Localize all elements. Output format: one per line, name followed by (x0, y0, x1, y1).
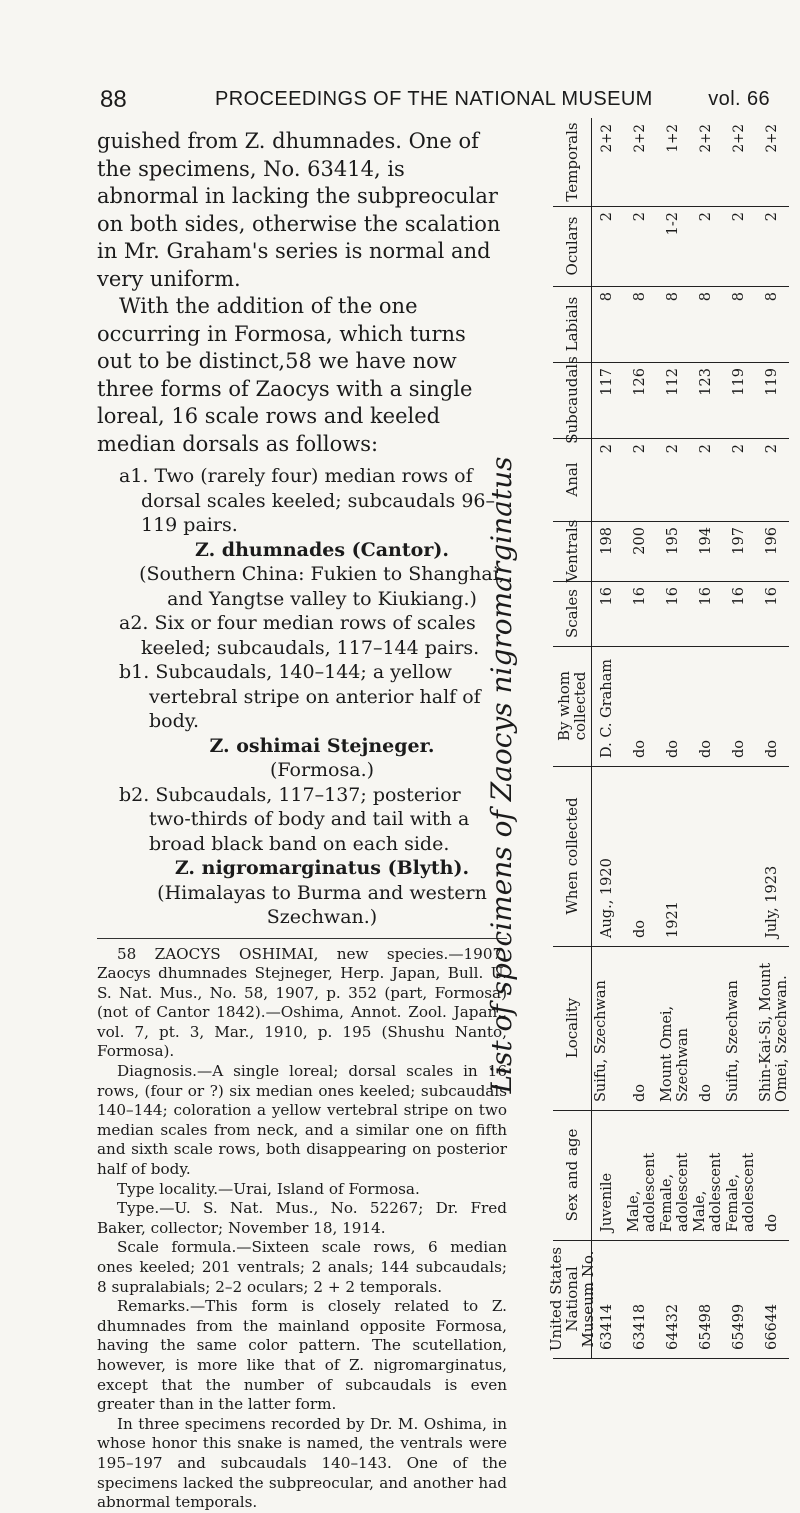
table-cell: D. C. Graham (599, 658, 615, 758)
table-cell: do (632, 739, 648, 758)
species-name: Z. oshimai Stejneger. (209, 734, 435, 757)
column-header: When collected (563, 797, 581, 915)
table-cell: do (764, 1213, 780, 1232)
table-cell: 2+2 (764, 124, 780, 153)
key-couplet-b1: b1. Subcaudals, 140–144; a yellow vertebral stripe on anterior half of body. (119, 661, 481, 732)
table-cell: 16 (764, 587, 780, 606)
table-cell: 63418 (632, 1303, 648, 1350)
table-cell: Suifu, Szechwan (593, 980, 609, 1102)
paragraph: guished from Z. dhumnades. One of the specimens, No. 63414, is abnormal in lacking the subpreocular on both sides, otherwise the scalation in Mr. Graham's series is normal and very uniform. (97, 129, 501, 291)
table-cell: 2 (599, 212, 615, 222)
table-cell: 2+2 (632, 124, 648, 153)
table-cell: July, 1923 (764, 865, 780, 938)
table-cell: 16 (665, 587, 681, 606)
column-header: Temporals (563, 122, 581, 202)
table-cell: 65498 (698, 1303, 714, 1350)
table-cell: 16 (698, 587, 714, 606)
table-rule (553, 521, 789, 522)
table-cell: 16 (632, 587, 648, 606)
species-key (97, 464, 507, 930)
specimen-table (547, 118, 790, 1358)
table-cell: Suifu, Szechwan (725, 980, 741, 1102)
table-rule (553, 581, 789, 582)
footnote-paragraph: 58 ZAOCYS OSHIMAI, new species.—1907. Zaocys dhumnades Stejneger, Herp. Japan, Bull. U. S. Nat. Mus., No. 58, 1907, p. 352 (part, Formosa) (not of Cantor 1842).—Oshima, Annot. Zool. Japan., vol. 7, pt. 3, Mar., 1910, p. 195 (Shushu Nanto, Formosa). (97, 944, 507, 1061)
species-range: (Formosa.) (269, 759, 375, 781)
table-cell: do (665, 739, 681, 758)
table-cell: 2+2 (731, 124, 747, 153)
table-cell: do (698, 1083, 714, 1102)
footnote-paragraph: Type.—U. S. Nat. Mus., No. 52267; Dr. Fred Baker, collector; November 18, 1914. (97, 1199, 507, 1237)
footnote-paragraph: Type locality.—Urai, Island of Formosa. (117, 1179, 420, 1198)
table-cell: 200 (632, 527, 648, 555)
table-cell: 1921 (665, 901, 681, 938)
table-cell: 64432 (665, 1303, 681, 1350)
table-cell: Juvenile (599, 1172, 615, 1232)
table-cell: 2+2 (599, 124, 615, 153)
table-cell: 65499 (731, 1303, 747, 1350)
table-cell: 66644 (764, 1303, 780, 1350)
table-cell: do (698, 739, 714, 758)
table-rule (553, 646, 789, 647)
footnote-paragraph: Remarks.—This form is closely related to Z. dhumnades from the mainland opposite Formosa, having the same color pattern. The scutellation, however, is more like that of Z. nigromarginatus, except that the number of subcaudals is even greater than in the latter form. (97, 1297, 507, 1414)
table-cell: Female, adolescent (725, 1152, 757, 1232)
table-cell: 8 (599, 292, 615, 302)
page-number: 88 (100, 86, 127, 113)
table-rule (553, 362, 789, 363)
footnote-paragraph: Diagnosis.—A single loreal; dorsal scales in 16 rows, (four or ?) six median ones keeled; subcaudals 140–144; coloration a yellow vertebral stripe on two median scales from neck, and a similar one on fifth and sixth scale rows, both disappearing on posterior half of body. (97, 1062, 507, 1179)
table-rule (553, 1110, 789, 1111)
column-header: Scales (563, 589, 581, 638)
table-title: List of specimens of Zaocys nigromarginatus (485, 456, 518, 1094)
table-cell: 117 (599, 368, 615, 396)
table-cell: 2+2 (698, 124, 714, 153)
table-cell: 2 (764, 444, 780, 454)
footnote (97, 945, 507, 1513)
table-cell: do (764, 739, 780, 758)
species-range: (Southern China: Fukien to Shanghai, and Yangtse valley to Kiukiang.) (139, 563, 505, 610)
table-cell: Shin-Kai-Si, Mount Omei, Szechwan. (758, 962, 790, 1102)
table-cell: 2 (632, 444, 648, 454)
table-cell: 196 (764, 527, 780, 555)
footnote-divider (97, 938, 507, 939)
column-header: Sex and age (563, 1128, 581, 1222)
table-cell: 63414 (599, 1303, 615, 1350)
table-cell: 8 (665, 292, 681, 302)
table-cell: 198 (599, 527, 615, 555)
table-cell: 195 (665, 527, 681, 555)
table-cell: 112 (665, 368, 681, 396)
paragraph: With the addition of the one occurring in Formosa, which turns out to be distinct,58 we have now three forms of Zaocys with a single loreal, 16 scale rows and keeled median dorsals as follows: (97, 294, 473, 456)
table-cell: 8 (632, 292, 648, 302)
column-header: United States National Museum No. (547, 1246, 597, 1352)
table-cell: do (731, 739, 747, 758)
table-cell: Mount Omei, Szechwan (659, 1005, 691, 1102)
footnote-paragraph: Scale formula.—Sixteen scale rows, 6 median ones keeled; 201 ventrals; 2 anals; 144 subcaudals; 8 supralabials; 2–2 oculars; 2 + 2 temporals. (97, 1238, 507, 1296)
table-cell: 119 (764, 368, 780, 396)
table-cell: 2 (698, 212, 714, 222)
table-cell: 16 (731, 587, 747, 606)
column-header: Labials (563, 296, 581, 352)
table-cell: 1-2 (665, 212, 681, 236)
table-cell: 2 (665, 444, 681, 454)
species-name: Z. dhumnades (Cantor). (195, 538, 449, 561)
footnote-paragraph: In three specimens recorded by Dr. M. Oshima, in whose honor this snake is named, the ventrals were 195–197 and subcaudals 140–143. One of the specimens lacked the subpreocular, and another had abnormal temporals. (97, 1414, 507, 1512)
species-name: Z. nigromarginatus (Blyth). (174, 857, 470, 879)
table-rule (591, 118, 592, 1358)
body-text (97, 128, 507, 458)
table-rule (553, 206, 789, 207)
key-couplet-a2: a2. Six or four median rows of scales keeled; subcaudals, 117–144 pairs. (119, 612, 480, 659)
table-cell: 8 (698, 292, 714, 302)
key-couplet-a1: a1. Two (rarely four) median rows of dorsal scales keeled; subcaudals 96–119 pairs. (119, 465, 496, 536)
column-header: Locality (563, 997, 581, 1059)
species-range: (Himalayas to Burma and western Szechwan.) (157, 881, 487, 928)
table-cell: 2 (731, 212, 747, 222)
table-rule (553, 1240, 789, 1241)
key-couplet-b2: b2. Subcaudals, 117–137; posterior two-thirds of body and tail with a broad black band on each side. (119, 783, 470, 855)
column-header: Anal (563, 462, 581, 497)
table-rule (553, 766, 789, 767)
table-rule (553, 1358, 789, 1359)
table-cell: 2 (731, 444, 747, 454)
table-cell: 197 (731, 527, 747, 555)
table-cell: 8 (731, 292, 747, 302)
table-cell: do (632, 919, 648, 938)
column-header: Ventrals (563, 519, 581, 583)
table-cell: Aug., 1920 (599, 858, 615, 938)
column-header: Subcaudals (563, 356, 581, 444)
table-cell: 8 (764, 292, 780, 302)
table-rule (553, 946, 789, 947)
table-cell: 1+2 (665, 124, 681, 153)
table-cell: 2 (599, 444, 615, 454)
table-cell: 16 (599, 587, 615, 606)
running-title: PROCEEDINGS OF THE NATIONAL MUSEUM (215, 88, 653, 110)
table-cell: do (632, 1083, 648, 1102)
table-rule (553, 286, 789, 287)
table-cell: 126 (632, 368, 648, 396)
volume-label: vol. 66 (708, 88, 770, 110)
table-cell: 123 (698, 368, 714, 396)
table-cell: Male, adolescent (692, 1152, 724, 1232)
table-cell: Female, adolescent (659, 1152, 691, 1232)
table-cell: 2 (632, 212, 648, 222)
table-rule (553, 438, 789, 439)
table-cell: 194 (698, 527, 714, 555)
table-cell: 119 (731, 368, 747, 396)
column-header: Oculars (563, 216, 581, 276)
table-cell: 2 (698, 444, 714, 454)
left-column (97, 128, 507, 1513)
table-cell: Male, adolescent (626, 1152, 658, 1232)
column-header: By whom collected (555, 670, 589, 742)
table-cell: 2 (764, 212, 780, 222)
